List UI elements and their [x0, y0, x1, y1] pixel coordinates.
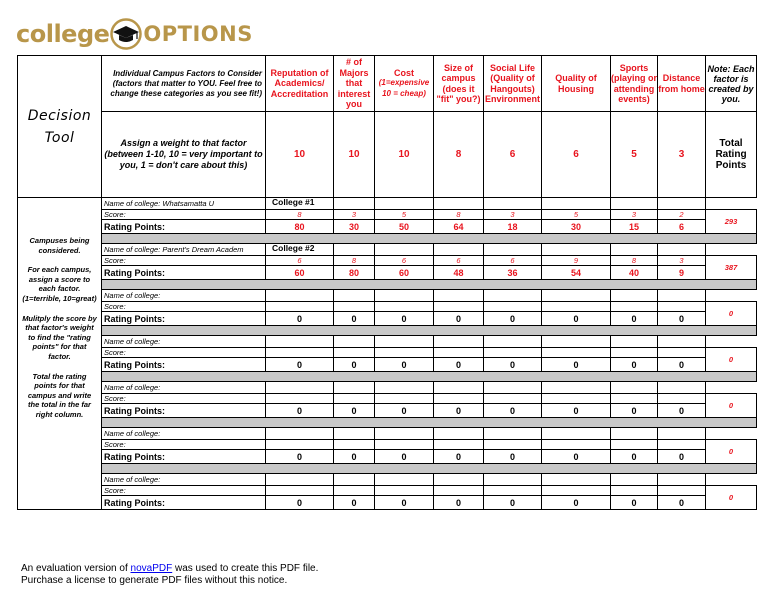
college-tag: College #1 — [272, 197, 315, 207]
rating-cell: 0 — [375, 312, 434, 326]
rating-cell: 0 — [611, 450, 658, 464]
sidebar-instructions — [18, 198, 102, 510]
score-cell[interactable]: 5 — [542, 210, 611, 220]
college-name: Name of college: Parent's Dream Academ — [104, 245, 244, 254]
rating-cell: 0 — [334, 312, 375, 326]
factor-label: Reputation of Academics/ Accreditation — [270, 67, 329, 99]
name-row-cell — [434, 336, 484, 348]
evaluation-notice-line1 — [21, 563, 318, 575]
rating-cell: 0 — [611, 496, 658, 510]
score-cell[interactable]: 8 — [266, 210, 334, 220]
score-cell[interactable] — [266, 440, 334, 450]
score-cell[interactable] — [434, 348, 484, 358]
weight-cell-6[interactable]: 6 — [542, 112, 611, 198]
college-name: Name of college: Whatsamatta U — [104, 199, 215, 208]
name-row-cell — [611, 428, 658, 440]
college-name-field[interactable] — [102, 336, 266, 348]
college-name: Name of college: — [104, 475, 161, 484]
rating-cell: 0 — [434, 312, 484, 326]
name-row-cell — [484, 382, 542, 394]
score-cell[interactable]: 8 — [434, 210, 484, 220]
name-row-cell — [434, 382, 484, 394]
weight-cell-2[interactable]: 10 — [334, 112, 375, 198]
sidebar-text: Total the rating points for that campus and write the total in the far right column. — [27, 371, 92, 419]
factor-sublabel: (1=expensive 10 = cheap) — [378, 78, 430, 98]
name-row-cell — [266, 428, 334, 440]
college-name-field[interactable] — [102, 382, 266, 394]
rating-points-label: Rating Points: — [102, 358, 266, 372]
score-label: Score: — [102, 256, 266, 266]
score-cell[interactable] — [658, 394, 706, 404]
total-blank — [706, 198, 757, 210]
name-row-cell — [375, 198, 434, 210]
factor-header-8[interactable] — [658, 56, 706, 112]
rating-cell: 0 — [375, 404, 434, 418]
factor-header-6[interactable] — [542, 56, 611, 112]
score-cell[interactable] — [434, 394, 484, 404]
weight-cell-5[interactable]: 6 — [484, 112, 542, 198]
name-row-cell — [334, 336, 375, 348]
score-cell[interactable] — [266, 348, 334, 358]
factor-header-3[interactable] — [375, 56, 434, 112]
score-cell[interactable] — [658, 440, 706, 450]
rating-cell: 0 — [484, 404, 542, 418]
rating-cell: 0 — [542, 358, 611, 372]
college-name-field[interactable] — [102, 474, 266, 486]
rating-cell: 80 — [334, 266, 375, 280]
score-cell[interactable]: 2 — [658, 210, 706, 220]
name-row-cell — [484, 474, 542, 486]
logo-text-college: college — [16, 20, 110, 48]
total-rating-points-header: Total Rating Points — [706, 112, 757, 198]
name-row-cell — [375, 382, 434, 394]
rating-cell: 0 — [484, 358, 542, 372]
weight-cell-3[interactable]: 10 — [375, 112, 434, 198]
score-cell[interactable] — [484, 394, 542, 404]
graduation-cap-icon — [110, 18, 142, 50]
college-name-field[interactable] — [102, 428, 266, 440]
rating-cell: 0 — [266, 450, 334, 464]
name-row-cell — [334, 382, 375, 394]
factor-label: Distance from home — [658, 73, 705, 94]
name-row-cell — [334, 290, 375, 302]
score-cell[interactable]: 6 — [266, 256, 334, 266]
name-row-cell — [542, 382, 611, 394]
score-cell[interactable]: 6 — [484, 256, 542, 266]
score-cell[interactable] — [542, 486, 611, 496]
novapdf-link[interactable]: novaPDF — [130, 563, 173, 574]
factor-header-4[interactable] — [434, 56, 484, 112]
factor-label: Social Life (Quality of Hangouts) Environment — [484, 62, 540, 104]
rating-cell: 6 — [658, 220, 706, 234]
name-row-cell — [658, 336, 706, 348]
rating-cell: 36 — [484, 266, 542, 280]
rating-cell: 0 — [658, 358, 706, 372]
factor-label: # of Majors that interest you — [337, 57, 371, 110]
name-row-cell — [542, 244, 611, 256]
score-cell[interactable]: 8 — [334, 256, 375, 266]
factor-instructions: Individual Campus Factors to Consider (factors that matter to YOU. Feel free to change these categories as you see fit!) — [102, 56, 266, 112]
name-row-cell — [484, 428, 542, 440]
score-cell[interactable] — [611, 486, 658, 496]
rating-cell: 30 — [542, 220, 611, 234]
rating-cell: 0 — [434, 404, 484, 418]
weight-cell-4[interactable]: 8 — [434, 112, 484, 198]
rating-cell: 0 — [334, 450, 375, 464]
rating-cell: 0 — [542, 496, 611, 510]
score-cell[interactable] — [542, 302, 611, 312]
name-row-cell — [434, 290, 484, 302]
name-row-cell — [658, 244, 706, 256]
score-cell[interactable] — [484, 440, 542, 450]
name-row-cell — [542, 474, 611, 486]
name-row-cell — [375, 428, 434, 440]
rating-cell: 0 — [484, 450, 542, 464]
score-cell[interactable] — [334, 302, 375, 312]
factor-header-2[interactable] — [334, 56, 375, 112]
college-name-field[interactable] — [102, 197, 315, 210]
rating-cell: 0 — [375, 496, 434, 510]
note-cell: Note: Each factor is created by you. — [706, 56, 757, 112]
score-cell[interactable] — [375, 394, 434, 404]
name-row-cell — [484, 290, 542, 302]
score-cell[interactable] — [611, 348, 658, 358]
weight-cell-7[interactable]: 5 — [611, 112, 658, 198]
rating-cell: 0 — [334, 358, 375, 372]
rating-points-label: Rating Points: — [102, 450, 266, 464]
total-blank — [706, 474, 757, 486]
score-cell[interactable] — [658, 348, 706, 358]
rating-cell: 0 — [611, 358, 658, 372]
total-blank — [706, 428, 757, 440]
name-row-cell — [658, 290, 706, 302]
evaluation-notice — [21, 563, 318, 587]
score-label: Score: — [102, 348, 266, 358]
rating-cell: 9 — [658, 266, 706, 280]
college-name-field[interactable] — [102, 290, 266, 302]
factor-label: Cost — [394, 67, 414, 78]
rating-cell: 0 — [658, 496, 706, 510]
rating-cell: 0 — [266, 496, 334, 510]
score-cell[interactable] — [266, 394, 334, 404]
sidebar-text: Mulitply the score by that factor's weight to find the "rating points" for that factor. — [22, 313, 97, 361]
name-row-cell — [484, 244, 542, 256]
total-rating-cell[interactable]: 0 — [706, 348, 757, 372]
factor-label: Sports (playing or attending events) — [611, 62, 658, 104]
total-rating-cell[interactable]: 0 — [706, 486, 757, 510]
name-row-cell — [658, 198, 706, 210]
rating-points-label: Rating Points: — [102, 496, 266, 510]
name-row-cell — [434, 474, 484, 486]
score-cell[interactable] — [375, 486, 434, 496]
score-cell[interactable]: 5 — [375, 210, 434, 220]
rating-cell: 0 — [266, 358, 334, 372]
name-row-cell — [375, 336, 434, 348]
rating-cell: 0 — [375, 358, 434, 372]
score-label: Score: — [102, 486, 266, 496]
rating-cell: 50 — [375, 220, 434, 234]
rating-cell: 0 — [611, 312, 658, 326]
rating-points-label: Rating Points: — [102, 404, 266, 418]
score-cell[interactable]: 3 — [611, 210, 658, 220]
rating-cell: 60 — [266, 266, 334, 280]
name-row-cell — [375, 474, 434, 486]
score-cell[interactable] — [658, 486, 706, 496]
score-cell[interactable] — [658, 302, 706, 312]
total-rating-cell[interactable]: 0 — [706, 302, 757, 326]
college-tag: College #2 — [272, 243, 315, 253]
score-cell[interactable] — [434, 440, 484, 450]
rating-cell: 18 — [484, 220, 542, 234]
name-row-cell — [611, 474, 658, 486]
name-row-cell — [375, 290, 434, 302]
name-row-cell — [658, 474, 706, 486]
sidebar-text: For each campus, assign a score to each factor. (1=terrible, 10=great) — [22, 265, 97, 303]
row-separator — [102, 280, 757, 290]
factor-header-1[interactable] — [266, 56, 334, 112]
factor-header-7[interactable] — [611, 56, 658, 112]
rating-cell: 0 — [266, 404, 334, 418]
college-name-field[interactable] — [102, 243, 315, 256]
score-cell[interactable] — [611, 302, 658, 312]
score-cell[interactable] — [266, 486, 334, 496]
row-separator — [102, 464, 757, 474]
rating-points-label: Rating Points: — [102, 220, 266, 234]
rating-cell: 48 — [434, 266, 484, 280]
score-cell[interactable] — [266, 302, 334, 312]
rating-cell: 15 — [611, 220, 658, 234]
rating-cell: 0 — [434, 450, 484, 464]
score-cell[interactable] — [542, 348, 611, 358]
score-label: Score: — [102, 302, 266, 312]
college-name: Name of college: — [104, 337, 161, 346]
name-row-cell — [434, 198, 484, 210]
score-cell[interactable] — [434, 486, 484, 496]
notice-text: An evaluation version of — [21, 563, 131, 574]
row-separator — [102, 234, 757, 244]
decision-tool-title-line1: Decision — [27, 107, 92, 124]
college-options-logo — [16, 16, 253, 52]
row-separator — [102, 372, 757, 382]
row-separator — [102, 326, 757, 336]
rating-cell: 0 — [266, 312, 334, 326]
score-cell[interactable] — [375, 302, 434, 312]
college-name: Name of college: — [104, 429, 161, 438]
notice-text: was used to create this PDF file. — [172, 563, 319, 574]
score-cell[interactable] — [434, 302, 484, 312]
rating-cell: 0 — [611, 404, 658, 418]
rating-cell: 0 — [542, 404, 611, 418]
name-row-cell — [611, 198, 658, 210]
weight-cell-8[interactable]: 3 — [658, 112, 706, 198]
score-cell[interactable] — [375, 440, 434, 450]
name-row-cell — [611, 290, 658, 302]
row-separator — [102, 418, 757, 428]
score-cell[interactable] — [611, 440, 658, 450]
total-blank — [706, 290, 757, 302]
score-label: Score: — [102, 210, 266, 220]
factor-label: Size of campus (does it "fit" you?) — [436, 62, 481, 104]
score-cell[interactable]: 3 — [334, 210, 375, 220]
logo-text-options: OPTIONS — [143, 22, 253, 46]
name-row-cell — [334, 198, 375, 210]
rating-cell: 0 — [658, 450, 706, 464]
name-row-cell — [266, 382, 334, 394]
rating-cell: 0 — [484, 496, 542, 510]
rating-cell: 64 — [434, 220, 484, 234]
score-label: Score: — [102, 394, 266, 404]
score-cell[interactable]: 3 — [484, 210, 542, 220]
name-row-cell — [266, 336, 334, 348]
name-row-cell — [542, 336, 611, 348]
score-cell[interactable] — [542, 394, 611, 404]
score-cell[interactable] — [375, 348, 434, 358]
rating-cell: 0 — [542, 450, 611, 464]
score-cell[interactable] — [484, 486, 542, 496]
name-row-cell — [611, 244, 658, 256]
total-rating-cell[interactable]: 0 — [706, 394, 757, 418]
name-row-cell — [542, 428, 611, 440]
rating-cell: 0 — [334, 404, 375, 418]
rating-cell: 0 — [375, 450, 434, 464]
score-cell[interactable] — [334, 486, 375, 496]
name-row-cell — [334, 474, 375, 486]
college-name: Name of college: — [104, 291, 161, 300]
college-name: Name of college: — [104, 383, 161, 392]
name-row-cell — [611, 382, 658, 394]
total-blank — [706, 336, 757, 348]
total-blank — [706, 382, 757, 394]
factor-label: Quality of Housing — [555, 73, 597, 94]
rating-cell: 0 — [542, 312, 611, 326]
name-row-cell — [334, 244, 375, 256]
name-row-cell — [434, 428, 484, 440]
rating-cell: 0 — [334, 496, 375, 510]
weight-instructions: Assign a weight to that factor (between 1-10, 10 = very important to you, 1 = don't care about this) — [102, 112, 266, 198]
rating-points-label: Rating Points: — [102, 266, 266, 280]
rating-cell: 60 — [375, 266, 434, 280]
score-cell[interactable] — [334, 440, 375, 450]
name-row-cell — [658, 428, 706, 440]
weight-cell-1[interactable]: 10 — [266, 112, 334, 198]
name-row-cell — [658, 382, 706, 394]
rating-cell: 40 — [611, 266, 658, 280]
factor-header-5[interactable] — [484, 56, 542, 112]
score-cell[interactable] — [334, 348, 375, 358]
decision-tool-title-line2: Tool — [44, 129, 75, 146]
name-row-cell — [611, 336, 658, 348]
name-row-cell — [542, 198, 611, 210]
total-rating-cell[interactable]: 0 — [706, 440, 757, 464]
rating-cell: 80 — [266, 220, 334, 234]
decision-tool-table — [17, 55, 757, 510]
score-cell[interactable] — [484, 348, 542, 358]
score-cell[interactable]: 9 — [542, 256, 611, 266]
decision-tool-title — [18, 56, 102, 198]
name-row-cell — [484, 198, 542, 210]
rating-cell: 0 — [658, 312, 706, 326]
name-row-cell — [266, 290, 334, 302]
rating-points-label: Rating Points: — [102, 312, 266, 326]
total-blank — [706, 244, 757, 256]
total-rating-cell[interactable]: 387 — [706, 256, 757, 280]
name-row-cell — [542, 290, 611, 302]
score-cell[interactable]: 8 — [611, 256, 658, 266]
score-cell[interactable]: 6 — [434, 256, 484, 266]
name-row-cell — [434, 244, 484, 256]
rating-cell: 0 — [484, 312, 542, 326]
score-label: Score: — [102, 440, 266, 450]
score-cell[interactable]: 3 — [658, 256, 706, 266]
total-rating-cell[interactable]: 293 — [706, 210, 757, 234]
name-row-cell — [334, 428, 375, 440]
score-cell[interactable] — [484, 302, 542, 312]
name-row-cell — [266, 474, 334, 486]
score-cell[interactable] — [334, 394, 375, 404]
rating-cell: 0 — [658, 404, 706, 418]
rating-cell: 30 — [334, 220, 375, 234]
rating-cell: 0 — [434, 496, 484, 510]
name-row-cell — [375, 244, 434, 256]
evaluation-notice-line2: Purchase a license to generate PDF files without this notice. — [21, 575, 288, 586]
name-row-cell — [484, 336, 542, 348]
sidebar-text: Campuses being considered. — [29, 236, 90, 255]
score-cell[interactable] — [611, 394, 658, 404]
rating-cell: 0 — [434, 358, 484, 372]
score-cell[interactable]: 6 — [375, 256, 434, 266]
rating-cell: 54 — [542, 266, 611, 280]
score-cell[interactable] — [542, 440, 611, 450]
